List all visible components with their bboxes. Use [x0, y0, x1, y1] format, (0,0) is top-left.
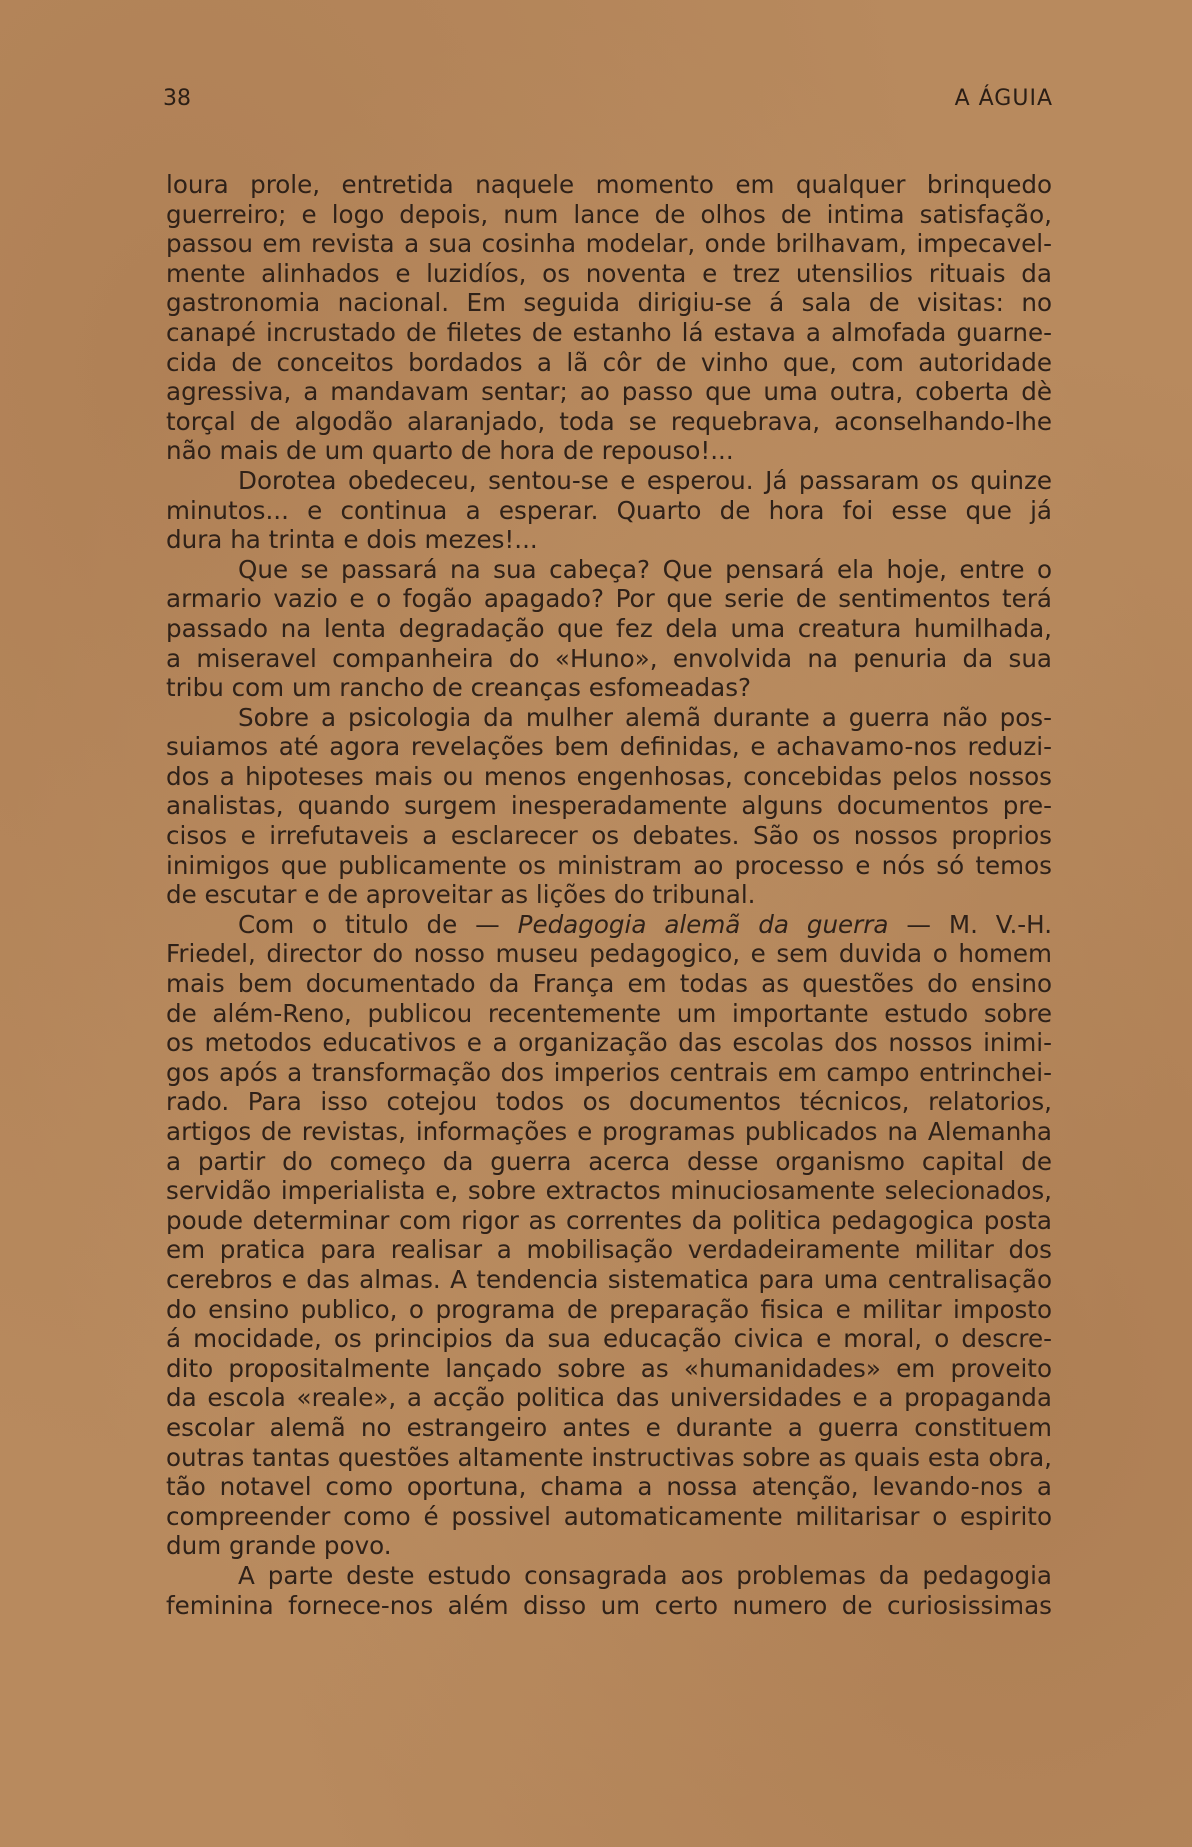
text-line: artigos de revistas, informações e programas publicados na Alemanha	[166, 1117, 1052, 1146]
text-line: da escola «reale», a acção politica das universidades e a propaganda	[166, 1383, 1052, 1413]
text-line: cida de conceitos bordados a lã côr de vinho que, com autoridade	[166, 347, 1052, 377]
text-line: cerebros e das almas. A tendencia sistematica para uma centralisação	[166, 1264, 1052, 1294]
page-number: 38	[163, 86, 191, 111]
text-line: de escutar e de aproveitar as lições do tribunal.	[166, 880, 756, 910]
text-line: agressiva, a mandavam sentar; ao passo que uma outra, coberta dè	[166, 377, 1052, 407]
text-line: dito propositalmente lançado sobre as «humanidades» em proveito	[166, 1353, 1052, 1383]
page-header	[163, 86, 1053, 116]
text-line: dum grande povo.	[166, 1531, 392, 1561]
text-line: suiamos até agora revelações bem definidas, e achavamo-nos reduzi-	[166, 732, 1052, 762]
text-line: a partir do começo da guerra acerca desse organismo capital de	[166, 1146, 1052, 1176]
text-line: loura prole, entretida naquele momento em qualquer brinquedo	[166, 170, 1052, 199]
text-line: do ensino publico, o programa de preparação fisica e militar imposto	[166, 1294, 1052, 1324]
text-line: canapé incrustado de filetes de estanho lá estava a almofada guarne-	[166, 317, 1052, 347]
text-segment: — M. V.-H.	[888, 909, 1053, 939]
text-line: armario vazio e o fogão apagado? Por que serie de sentimentos terá	[166, 584, 1052, 614]
text-line: Dorotea obedeceu, sentou-se e esperou. Já passaram os quinze	[238, 465, 1052, 495]
text-line: torçal de algodão alaranjado, toda se requebrava, aconselhando-lhe	[166, 406, 1052, 436]
text-line: cisos e irrefutaveis a esclarecer os debates. São os nossos proprios	[166, 821, 1052, 851]
text-line: dos a hipoteses mais ou menos engenhosas, concebidas pelos nossos	[166, 761, 1052, 791]
text-line: Que se passará na sua cabeça? Que pensará ela hoje, entre o	[238, 554, 1052, 584]
text-line: servidão imperialista e, sobre extractos minuciosamente selecionados,	[166, 1176, 1052, 1206]
text-line: tão notavel como oportuna, chama a nossa atenção, levando-nos a	[166, 1472, 1052, 1502]
text-line: rado. Para isso cotejou todos os documentos técnicos, relatorios,	[166, 1087, 1052, 1117]
text-line: A parte deste estudo consagrada aos problemas da pedagogia	[238, 1560, 1052, 1590]
text-line: compreender como é possivel automaticamente militarisar o espirito	[166, 1501, 1052, 1531]
text-line: outras tantas questões altamente instructivas sobre as quais esta obra,	[166, 1442, 1052, 1472]
text-line: inimigos que publicamente os ministram ao processo e nós só temos	[166, 850, 1052, 880]
text-segment: Com o titulo de —	[238, 909, 518, 939]
text-line: em pratica para realisar a mobilisação verdadeiramente militar dos	[166, 1235, 1052, 1265]
text-line: os metodos educativos e a organização das escolas dos nossos inimi-	[166, 1028, 1052, 1058]
text-line: a miseravel companheira do «Huno», envolvida na penuria da sua	[166, 643, 1052, 673]
text-line: gos após a transformação dos imperios centrais em campo entrinchei-	[166, 1057, 1052, 1087]
text-line: passado na lenta degradação que fez dela uma creatura humilhada,	[166, 613, 1052, 643]
book-title-italic: Pedagogia alemã da guerra	[517, 909, 889, 939]
running-title: A ÁGUIA	[954, 86, 1053, 111]
text-line	[166, 910, 1052, 940]
text-line: escolar alemã no estrangeiro antes e durante a guerra constituem	[166, 1412, 1052, 1442]
text-line: mente alinhados e luzidíos, os noventa e trez utensilios rituais da	[166, 258, 1052, 288]
text-line: mais bem documentado da França em todas as questões do ensino	[166, 969, 1052, 999]
text-line: analistas, quando surgem inesperadamente alguns documentos pre-	[166, 791, 1052, 821]
text-line: Sobre a psicologia da mulher alemã durante a guerra não pos-	[238, 702, 1052, 732]
text-line: tribu com um rancho de creanças esfomeadas?	[166, 673, 752, 703]
text-line: á mocidade, os principios da sua educação civica e moral, o descre-	[166, 1324, 1052, 1354]
body-text	[166, 170, 1052, 1620]
text-line: passou em revista a sua cosinha modelar, onde brilhavam, impecavel-	[166, 229, 1052, 259]
text-line: Friedel, director do nosso museu pedagogico, e sem duvida o homem	[166, 939, 1052, 969]
text-line: feminina fornece-nos além disso um certo numero de curiosissimas	[166, 1590, 1052, 1620]
text-line: guerreiro; e logo depois, num lance de olhos de intima satisfação,	[166, 199, 1052, 229]
text-line: não mais de um quarto de hora de repouso!...	[166, 436, 734, 466]
text-line: poude determinar com rigor as correntes da politica pedagogica posta	[166, 1205, 1052, 1235]
text-line: de além-Reno, publicou recentemente um importante estudo sobre	[166, 998, 1052, 1028]
text-line: dura ha trinta e dois mezes!...	[166, 525, 538, 555]
text-line: minutos... e continua a esperar. Quarto de hora foi esse que já	[166, 495, 1052, 525]
text-line: gastronomia nacional. Em seguida dirigiu-se á sala de visitas: no	[166, 288, 1052, 318]
